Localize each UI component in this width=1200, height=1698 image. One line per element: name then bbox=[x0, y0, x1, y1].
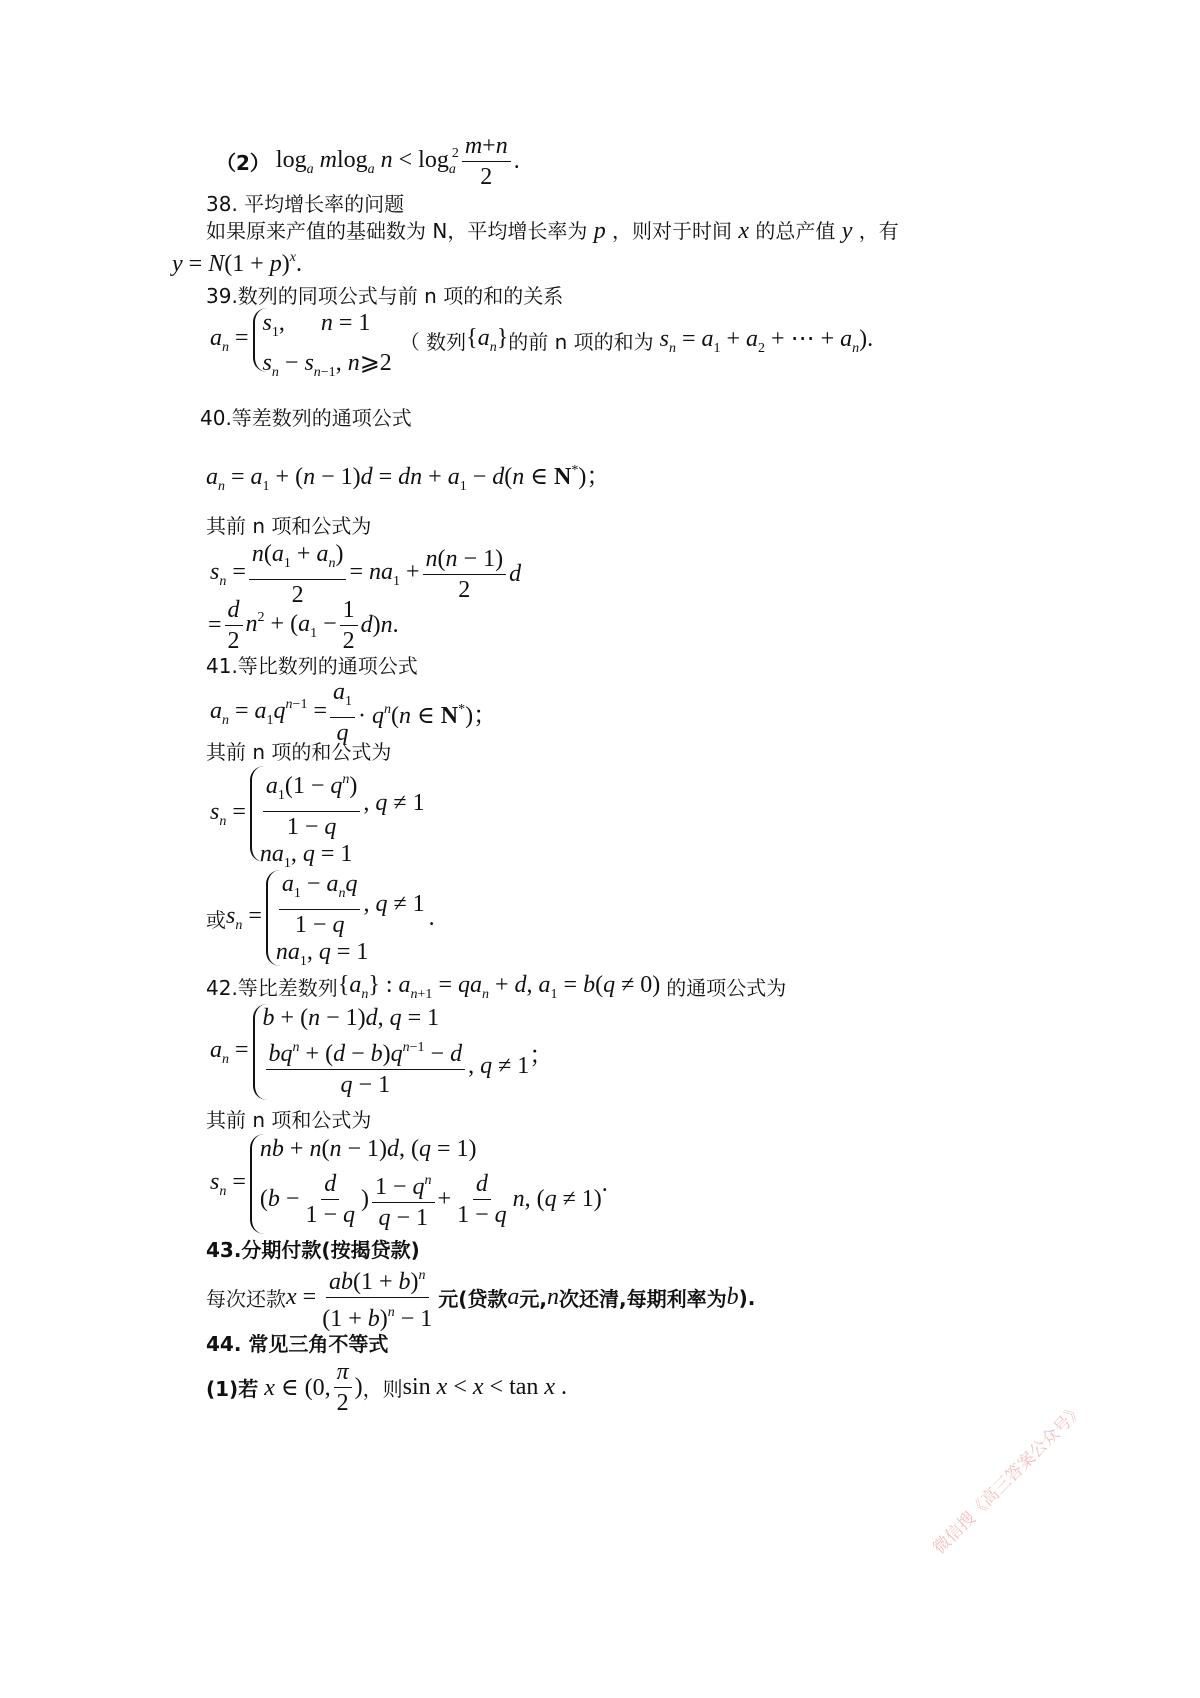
section-39-title: 39.数列的同项公式与前 n 项的和的关系 bbox=[206, 284, 564, 308]
s41-sum-formula: $s_n$ = $\frac{a_1(1 - q^n)}{1 - q}$ , q ≠ 1 $na_1$, q = 1 bbox=[210, 766, 425, 862]
s44-item1-label: (1)若 bbox=[206, 1377, 259, 1401]
s38-text-a: 如果原来产值的基础数为 N，平均增长率为 bbox=[206, 219, 588, 243]
s41-sum-label: 其前 n 项的和公式为 bbox=[206, 740, 392, 764]
s43-formula: 每次还款 x = $\frac{ab(1 + b)^n}{(1 + b)^n - 1}$ 元(贷款 a 元, n 次还清,每期利率为 b ). bbox=[206, 1262, 755, 1333]
log-inequality: （2） $\log_a mlog_a$ $n < \log_a^2$ $\frac{m+n}{2}$ . bbox=[216, 133, 520, 190]
section-43-title: 43.分期付款(按揭贷款) bbox=[206, 1238, 420, 1262]
s40-sum-formula-2: = $\frac{d}{2}$ $n^2 + (a_1$ − $\frac{1}{2}$ d)n. bbox=[208, 597, 399, 654]
s39-note2: 的前 n 项的和为 bbox=[508, 329, 654, 354]
section-44-title: 44. 常见三角不等式 bbox=[206, 1332, 389, 1356]
s40-sum-formula: $s_n$ = $\frac{n(a_1 + a_n)}{2}$ = $na_1$ + $\frac{n(n - 1)}{2}$ d bbox=[210, 541, 522, 608]
s41-sum-formula-alt: 或 $s_n$ = $\frac{a_1 - a_nq}{1 - q}$ , q ≠ 1 $na_1$, q = 1 . bbox=[206, 871, 435, 969]
s38-text-c: 的总产值 bbox=[755, 219, 836, 243]
section-42-title: 42.等比差数列 $\{a_n\}$ : $a_{n+1} = qa_n + d$, $a_1 = b(q \ne 0)$ 的通项公式为 bbox=[206, 972, 787, 1002]
s42-title-tail: 的通项公式为 bbox=[666, 975, 787, 1000]
s38-y: y bbox=[841, 218, 853, 244]
s41-or: 或 bbox=[206, 907, 226, 932]
item-2-label: （2） bbox=[216, 151, 270, 175]
s43-post4: ). bbox=[738, 1285, 756, 1310]
s38-text-d: ，有 bbox=[858, 219, 899, 243]
s38-text-b: ，则对于时间 bbox=[612, 219, 733, 243]
watermark: 微信搜《高三答案公众号》 bbox=[929, 1400, 1088, 1559]
section-40-title: 40.等差数列的通项公式 bbox=[200, 406, 412, 430]
s42-formula: $a_n$ = b + (n − 1)d, q = 1 $\frac{bq^n + (d - b)q^{n-1} - d}{q - 1}$ , q ≠ 1 ； bbox=[210, 1005, 554, 1098]
s43-post2: 元, bbox=[519, 1287, 548, 1311]
section-38-text bbox=[206, 216, 899, 246]
s40-formula: $a_n = a_1 + (n - 1)d$ = dn + $a_1 - d(n$ ∈ N*)； bbox=[206, 463, 611, 494]
s43-post3: 次还清,每期利率为 bbox=[559, 1287, 727, 1311]
s42-title: 42.等比差数列 bbox=[206, 975, 338, 1000]
s38-p: p bbox=[593, 218, 606, 244]
s39-note1: （ 数列 bbox=[399, 329, 467, 354]
s43-pre: 每次还款 bbox=[206, 1287, 286, 1311]
s39-formula: $a_n$ = $s_1$, n = 1 $s_n - s_{n-1}$, n⩾2 （ 数列 $\{a_n\}$ 的前 n 项的和为 $s_n = a_1 + a_2$ + ⋯ + $a_n$). bbox=[210, 310, 874, 380]
s42-sum-label: 其前 n 项和公式为 bbox=[206, 1108, 372, 1132]
s38-x: x bbox=[738, 218, 750, 244]
s43-post1: 元(贷款 bbox=[438, 1287, 508, 1311]
s44-item1: (1)若 x ∈ (0, $\frac{\pi}{2}$ ) ，则 sin x < x < tan x . bbox=[206, 1359, 568, 1416]
s40-sum-label: 其前 n 项和公式为 bbox=[206, 514, 372, 538]
s42-sum-formula: $s_n$ = nb + n(n − 1)d, (q = 1) (b − $\frac{d}{1 - q}$ ) $\frac{1 - q^n}{q - 1}$ + $\frac{d}{1 - q}$ n, (q ≠ 1) . bbox=[210, 1134, 608, 1234]
section-38-title: 38. 平均增长率的问题 bbox=[206, 192, 405, 216]
s38-formula: $y = N(1 + p)^x$. bbox=[172, 250, 302, 277]
s44-mid: ，则 bbox=[362, 1377, 403, 1401]
s41-formula: $a_n = a_1q^{n-1}$ = $\frac{a_1}{q}$ · $q^n(n$ ∈ N*)； bbox=[210, 679, 498, 746]
section-41-title: 41.等比数列的通项公式 bbox=[206, 654, 418, 678]
